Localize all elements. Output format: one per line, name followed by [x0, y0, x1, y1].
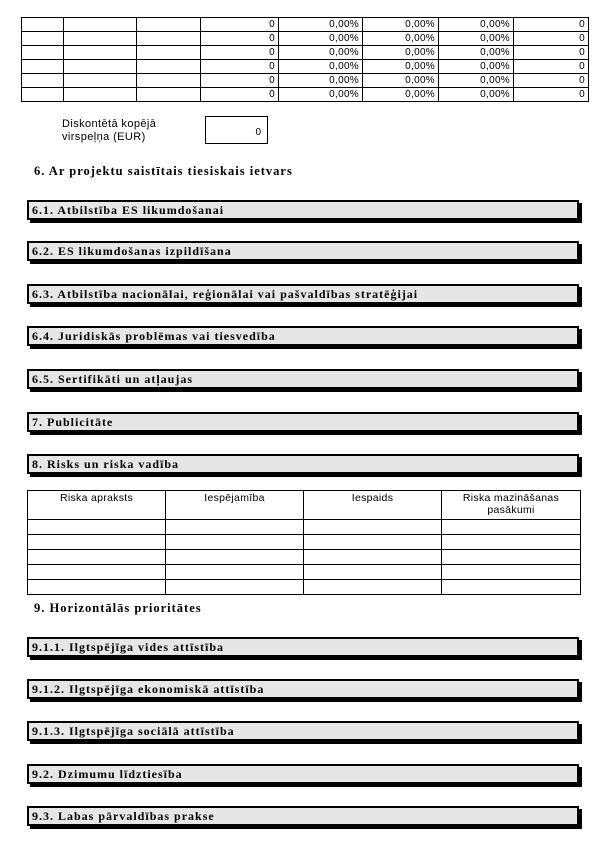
table-cell: 0,00% [363, 32, 439, 46]
table-cell: 0,00% [279, 46, 363, 60]
risk-cell [28, 520, 166, 535]
section-bar-9-2: 9.2. Dzimumu līdztiesība [27, 764, 579, 784]
section-bar-9-1-3: 9.1.3. Ilgtspējīga sociālā attīstība [27, 721, 579, 741]
risk-cell [28, 535, 166, 550]
table-row [22, 18, 589, 32]
table-cell: 0,00% [363, 74, 439, 88]
table-cell: 0,00% [279, 60, 363, 74]
risk-cell [304, 565, 442, 580]
table-cell: 0 [201, 74, 279, 88]
risk-cell [28, 565, 166, 580]
table-cell: 0,00% [279, 32, 363, 46]
table-cell: 0 [514, 74, 589, 88]
table-cell: 0,00% [439, 18, 514, 32]
table-cell: 0 [514, 88, 589, 102]
table-cell: 0,00% [439, 60, 514, 74]
section-bar-9-3: 9.3. Labas pārvaldības prakse [27, 806, 579, 826]
risk-cell [166, 565, 304, 580]
risk-table [27, 490, 581, 595]
risk-row [28, 565, 581, 580]
table-cell: 0 [201, 18, 279, 32]
risk-cell [442, 565, 581, 580]
table-cell: 0 [201, 46, 279, 60]
section-bar-6-5: 6.5. Sertifikāti un atļaujas [27, 369, 579, 389]
table-cell: 0,00% [363, 46, 439, 60]
table-cell [22, 60, 64, 74]
risk-cell [28, 580, 166, 595]
table-cell [137, 46, 201, 60]
table-cell: 0 [201, 88, 279, 102]
section-6-title: 6. Ar projektu saistītais tiesiskais ietvars [34, 164, 293, 178]
risk-row [28, 520, 581, 535]
table-cell [137, 18, 201, 32]
risk-row [28, 535, 581, 550]
table-cell: 0,00% [363, 18, 439, 32]
table-cell: 0 [514, 18, 589, 32]
table-cell: 0,00% [363, 88, 439, 102]
table-cell [64, 88, 137, 102]
risk-row [28, 580, 581, 595]
table-cell [137, 74, 201, 88]
risk-cell [304, 580, 442, 595]
section-bar-6-3: 6.3. Atbilstība nacionālai, reģionālai vai pašvaldības stratēģijai [27, 284, 579, 304]
table-cell: 0,00% [279, 88, 363, 102]
table-cell [22, 46, 64, 60]
table-cell [64, 32, 137, 46]
risk-cell [304, 520, 442, 535]
table-cell [64, 46, 137, 60]
table-cell: 0,00% [439, 88, 514, 102]
risk-header-mitigation: Riska mazināšanas pasākumi [442, 491, 581, 520]
table-cell: 0 [514, 60, 589, 74]
table-cell: 0 [201, 32, 279, 46]
table-cell [64, 60, 137, 74]
table-cell: 0,00% [363, 60, 439, 74]
risk-cell [28, 550, 166, 565]
risk-header-description: Riska apraksts [28, 491, 166, 520]
table-row [22, 88, 589, 102]
table-cell: 0,00% [439, 32, 514, 46]
risk-row [28, 550, 581, 565]
section-bar-6-1: 6.1. Atbilstība ES likumdošanai [27, 200, 579, 220]
risk-cell [166, 550, 304, 565]
risk-cell [166, 520, 304, 535]
table-row [22, 46, 589, 60]
risk-cell [166, 580, 304, 595]
risk-cell [442, 580, 581, 595]
section-bar-6-4: 6.4. Juridiskās problēmas vai tiesvedība [27, 326, 579, 346]
risk-cell [442, 550, 581, 565]
section-9-title: 9. Horizontālās prioritātes [34, 601, 202, 615]
section-bar-7: 7. Publicitāte [27, 412, 579, 432]
table-cell [64, 74, 137, 88]
discounted-total-value: 0 [205, 116, 268, 144]
table-cell: 0,00% [439, 46, 514, 60]
table-cell: 0,00% [439, 74, 514, 88]
risk-header-probability: Iespējamība [166, 491, 304, 520]
table-row [22, 74, 589, 88]
risk-cell [442, 520, 581, 535]
table-cell [137, 88, 201, 102]
risk-header-impact: Iespaids [304, 491, 442, 520]
discounted-total-label: Diskontētā kopējā virspeļņa (EUR) [62, 118, 157, 143]
table-cell [137, 60, 201, 74]
section-bar-6-2: 6.2. ES likumdošanas izpildīšana [27, 241, 579, 261]
table-cell [22, 88, 64, 102]
table-cell [22, 32, 64, 46]
risk-cell [166, 535, 304, 550]
financial-table [21, 17, 589, 102]
section-bar-9-1-1: 9.1.1. Ilgtspējīga vides attīstība [27, 637, 579, 657]
table-cell: 0,00% [279, 18, 363, 32]
table-cell: 0 [201, 60, 279, 74]
risk-cell [304, 535, 442, 550]
table-cell [22, 74, 64, 88]
risk-cell [304, 550, 442, 565]
table-cell: 0 [514, 32, 589, 46]
table-cell: 0,00% [279, 74, 363, 88]
table-row [22, 60, 589, 74]
section-bar-8: 8. Risks un riska vadība [27, 454, 579, 474]
section-bar-9-1-2: 9.1.2. Ilgtspējīga ekonomiskā attīstība [27, 679, 579, 699]
risk-cell [442, 535, 581, 550]
table-cell: 0 [514, 46, 589, 60]
table-row [22, 32, 589, 46]
table-cell [137, 32, 201, 46]
table-cell [64, 18, 137, 32]
table-cell [22, 18, 64, 32]
